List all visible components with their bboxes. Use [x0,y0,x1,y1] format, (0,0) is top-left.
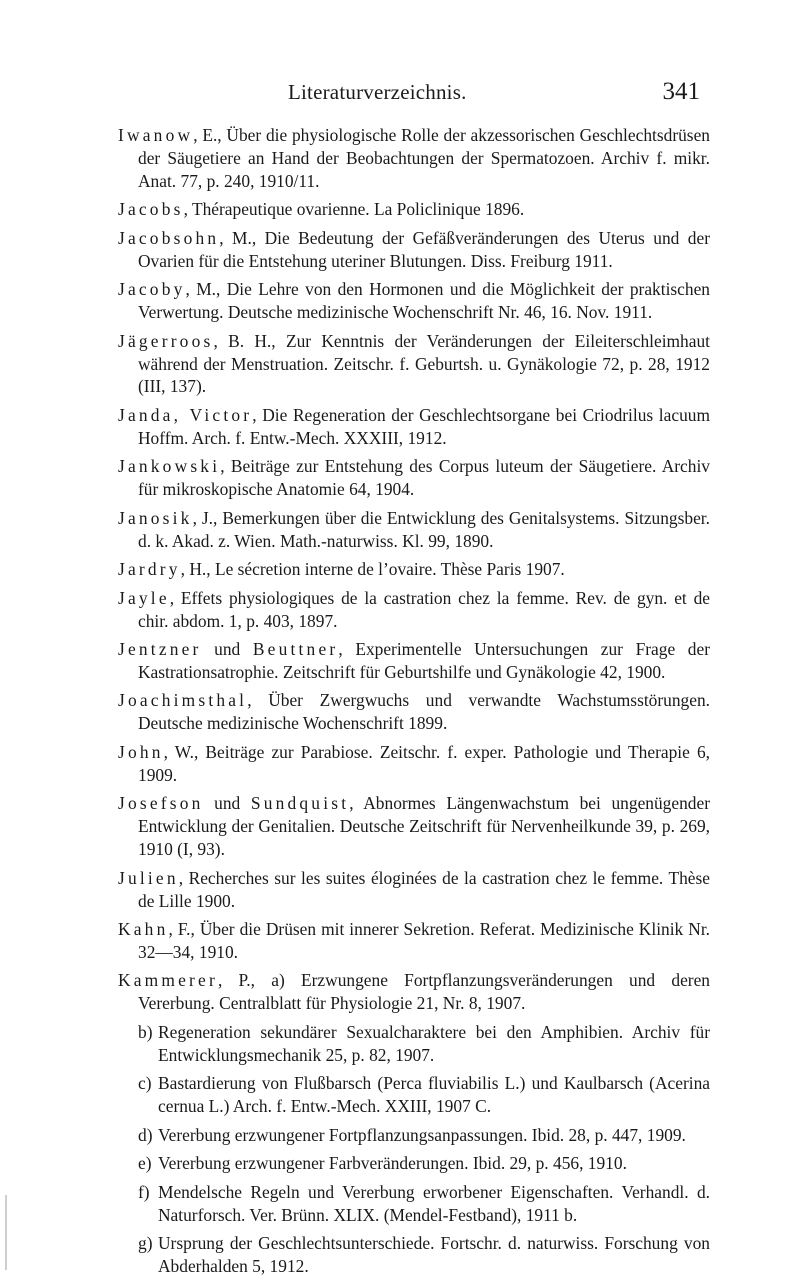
reference-text: , M., Die Bedeutung der Gefäßveränderungen des Uterus und der Ovarien für die Entstehung uteriner Blutungen. Diss. Freiburg 1911. [138,227,710,271]
reference-author: Kammerer [118,970,218,991]
reference-entry [118,638,710,684]
reference-coauthor: Sundquist [250,793,350,814]
bibliography-list [118,124,710,1283]
reference-author: Jankowski [118,456,221,477]
reference-text: , Recherches sur les suites éloginées de la castration chez le femme. Thèse de Lille 1900. [138,867,710,911]
reference-text: , M., Die Lehre von den Hormonen und die Möglichkeit der praktischen Verwertung. Deutsche medizinische Wochenschrift Nr. 46, 16. Nov. 1911. [138,279,710,323]
reference-author: Jayle [118,587,170,608]
reference-entry [118,558,710,581]
reference-entry [118,969,710,1015]
reference-conjunction: und [201,639,253,660]
reference-author: Janosik [118,507,193,528]
sub-reference-label: e) [138,1153,152,1174]
reference-text: , E., Über die physiologische Rolle der akzessorischen Geschlechtsdrüsen der Säugetiere an Hand der Beobachtungen der Spermatozoen. Archiv f. mikr. Anat. 77, p. 240, 1910/11. [138,125,710,191]
reference-text: , Thérapeutique ovarienne. La Policlinique 1896. [183,199,525,220]
reference-text: , Beiträge zur Entstehung des Corpus luteum der Säugetiere. Archiv für mikroskopische Anatomie 64, 1904. [138,456,710,500]
sub-reference-text: Vererbung erzwungener Farbveränderungen. Ibid. 29, p. 456, 1910. [158,1153,627,1174]
running-title: Literaturverzeichnis. [288,80,467,104]
reference-entry [118,741,710,787]
reference-author: John [118,741,164,762]
reference-text: , Experimentelle Untersuchungen zur Frage der Kastrationsatrophie. Zeitschrift für Geburtshilfe und Gynäkologie 42, 1900. [138,639,711,682]
reference-entry [118,198,710,221]
reference-entry [118,455,710,501]
reference-entry [118,689,710,735]
sub-reference-entry [118,1124,710,1147]
sub-reference-text: Ursprung der Geschlechtsunterschiede. Fortschr. d. naturwiss. Forschung von Abderhalden 5, 1912. [158,1233,710,1276]
reference-entry [118,867,710,913]
reference-entry [118,278,710,324]
reference-entry [118,587,710,633]
reference-entry [118,792,710,861]
reference-author: Jacobsohn [118,227,220,248]
reference-author: Iwanow [118,125,194,145]
reference-text: , F., Über die Drüsen mit innerer Sekretion. Referat. Medizinische Klinik Nr. 32—34, 1910. [138,919,710,962]
sub-reference-entry [118,1232,710,1278]
reference-entry [118,918,710,964]
reference-entry [118,227,710,273]
reference-author: Kahn [118,919,169,939]
reference-text: , P., a) Erzwungene Fortpflanzungsveränderungen und deren Vererbung. Centralblatt für Physiologie 21, Nr. 8, 1907. [138,970,710,1014]
sub-reference-label: d) [138,1124,153,1145]
reference-entry [118,404,710,450]
reference-text: , Über Zwergwuchs und verwandte Wachstumsstörungen. Deutsche medizinische Wochenschrift 1899. [138,690,710,734]
sub-reference-text: Bastardierung von Flußbarsch (Perca fluviabilis L.) und Kaulbarsch (Acerina cernua L.) Arch. f. Entw.-Mech. XXIII, 1907 C. [158,1073,710,1117]
reference-entry [118,507,710,553]
reference-conjunction: und [203,793,251,814]
reference-text: , H., Le sécretion interne de l’ovaire. Thèse Paris 1907. [180,559,565,580]
sub-reference-label: c) [138,1073,152,1094]
sub-reference-entry [118,1072,710,1118]
reference-entry [118,124,710,193]
reference-text: , B. H., Zur Kenntnis der Veränderungen der Eileiterschleimhaut während der Menstruation. Zeitschr. f. Geburtsh. u. Gynäkologie 72, p. 28, 1912 (III, 137). [138,330,710,397]
sub-reference-entry [118,1021,710,1067]
reference-text: , Abnormes Längenwachstum bei ungenügender Entwicklung der Genitalien. Deutsche Zeitschrift für Nervenheilkunde 39, p. 269, 1910 (I, 93). [138,793,710,860]
reference-author: Joachimsthal [118,690,248,711]
reference-author: Jardry [118,559,181,580]
sub-reference-text: Vererbung erzwungener Fortpflanzungsanpassungen. Ibid. 28, p. 447, 1909. [158,1124,686,1145]
reference-author: Jacobs [118,199,184,220]
sub-reference-text: Regeneration sekundärer Sexualcharaktere bei den Amphibien. Archiv für Entwicklungsmechanik 25, p. 82, 1907. [158,1021,710,1065]
page-header [118,76,700,108]
reference-text: , Die Regeneration der Geschlechtsorgane bei Criodrilus lacuum Hoffm. Arch. f. Entw.-Mech. XXXIII, 1912. [138,404,710,448]
sub-reference-text: Mendelsche Regeln und Vererbung erworbener Eigenschaften. Verhandl. d. Naturforsch. Ver. Brünn. XLIX. (Mendel-Festband), 1911 b. [158,1181,710,1225]
sub-reference-entry [118,1181,710,1227]
page-number: 341 [662,78,700,105]
reference-text: , J., Bemerkungen über die Entwicklung des Genitalsystems. Sitzungsber. d. k. Akad. z. Wien. Math.-naturwiss. Kl. 99, 1890. [138,507,710,551]
sub-reference-label: g) [138,1233,153,1254]
reference-text: , W., Beiträge zur Parabiose. Zeitschr. f. exper. Pathologie und Therapie 6, 1909. [138,741,710,785]
reference-author: Jacoby [118,279,186,300]
reference-author: Julien [118,867,179,888]
reference-entry [118,330,710,399]
sub-reference-label: f) [138,1181,150,1202]
reference-author: Janda, Victor [118,404,253,425]
reference-author: Jägerroos [118,330,214,351]
sub-reference-entry [118,1152,710,1175]
reference-coauthor: Beuttner [252,639,339,660]
sub-reference-label: b) [138,1021,153,1042]
scan-edge-mark [5,1195,7,1270]
reference-text: , Effets physiologiques de la castration chez la femme. Rev. de gyn. et de chir. abdom. 1, p. 403, 1897. [138,587,710,631]
reference-author: Jentzner [118,639,202,660]
reference-author: Josefson [118,793,204,814]
